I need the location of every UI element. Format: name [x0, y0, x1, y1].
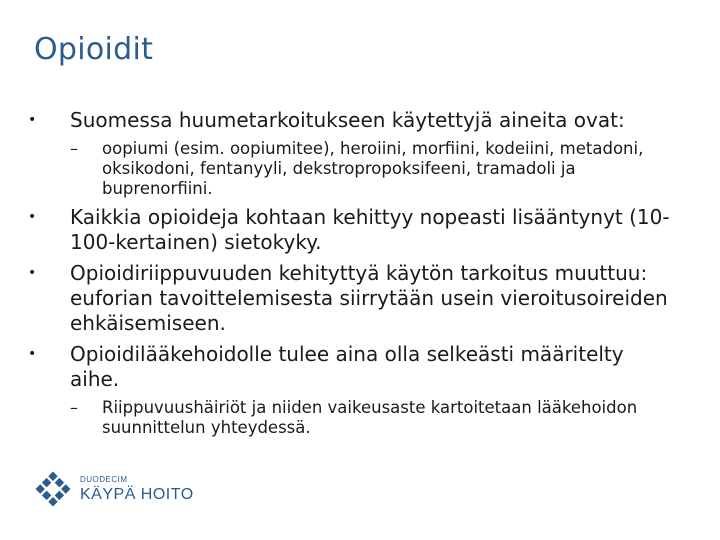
sub-bullet-text: oopiumi (esim. oopiumitee), heroiini, morfiini, kodeiini, metadoni, oksikodoni, fentanyyli, dekstropropoksifeeni, tramadoli ja buprenorfiini. [102, 139, 644, 198]
bullet-item [28, 108, 678, 133]
sub-bullet-item [28, 139, 678, 199]
slide-title: Opioidit [34, 32, 154, 67]
kaypa-hoito-logo [34, 470, 194, 508]
bullet-list [28, 108, 678, 444]
logo-text [80, 475, 194, 504]
logo-small-text: DUODECIM [80, 474, 128, 484]
bullet-marker: • [28, 209, 37, 225]
bullet-text: Opioidilääkehoidolle tulee aina olla selkeästi määritelty aihe. [70, 342, 624, 391]
bullet-item [28, 205, 678, 255]
bullet-text: Opioidiriippuvuuden kehityttyä käytön tarkoitus muuttuu: euforian tavoittelemisesta siirrytään usein vieroitusoireiden ehkäisemiseen. [70, 261, 668, 335]
bullet-text: Kaikkia opioideja kohtaan kehittyy nopeasti lisääntynyt (10-100-kertainen) sietokyky. [70, 205, 670, 254]
sub-bullet-marker: – [70, 139, 78, 158]
bullet-item [28, 342, 678, 392]
sub-bullet-marker: – [70, 398, 78, 417]
bullet-marker: • [28, 265, 37, 281]
bullet-marker: • [28, 346, 37, 362]
logo-big-text: KÄYPÄ HOITO [80, 485, 194, 503]
bullet-marker: • [28, 112, 37, 128]
bullet-item [28, 261, 678, 336]
diamond-grid-icon [34, 470, 72, 508]
sub-bullet-text: Riippuvuushäiriöt ja niiden vaikeusaste kartoitetaan lääkehoidon suunnittelun yhteydessä. [102, 398, 638, 437]
bullet-text: Suomessa huumetarkoitukseen käytettyjä aineita ovat: [70, 108, 625, 132]
sub-bullet-item [28, 398, 678, 438]
